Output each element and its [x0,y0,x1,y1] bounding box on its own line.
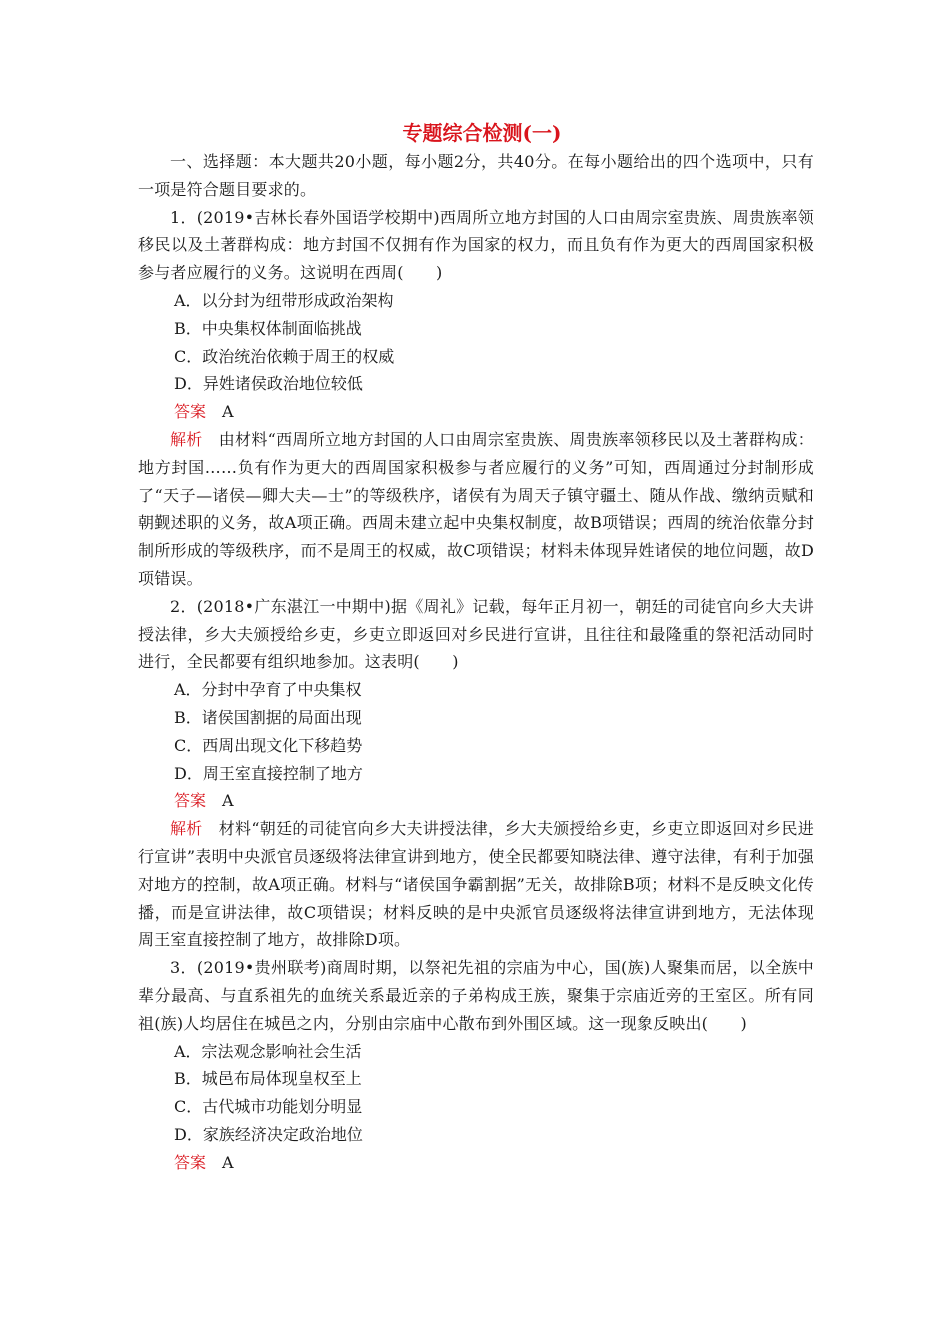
answer-label: 答案 [174,1152,207,1172]
option-d: D．家族经济决定政治地位 [174,1124,363,1144]
analysis-text: 由材料“西周所立地方封国的人口由周宗室贵族、周贵族率领移民以及土著群构成：地方封国……负有作为更大的西周国家积极参与者应履行的义务”可知，西周通过分封制形成了“天子—诸侯—卿大夫—士”的等级秩序，诸侯有为周天子镇守疆土、随从作战、缴纳贡赋和朝觐述职的义务，故A项正确。西周未建立起中央集权制度，故B项错误；西周的统治依靠分封制所形成的等级秩序，而不是周王的权威，故C项错误；材料未体现异姓诸侯的地位问题，故D项错误。 [138,429,814,588]
section-intro: 一、选择题：本大题共20小题，每小题2分，共40分。在每小题给出的四个选项中，只有一项是符合题目要求的。 [138,152,814,199]
document-page [138,118,814,1176]
page-title: 专题综合检测(一) [402,121,562,145]
answer-label: 答案 [174,402,207,422]
question-3 [138,954,814,1176]
question-stem: 1．(2019•吉林长春外国语学校期中)西周所立地方封国的人口由周宗室贵族、周贵族率领移民以及土著群构成：地方封国不仅拥有作为国家的权力，而且负有作为更大的西周国家积极参与者应履行的义务。这说明在西周( ) [138,207,814,283]
option-d: D．周王室直接控制了地方 [174,763,363,783]
option-c: C．西周出现文化下移趋势 [174,735,363,755]
analysis-text: 材料“朝廷的司徒官向乡大夫讲授法律，乡大夫颁授给乡吏，乡吏立即返回对乡民进行宣讲”表明中央派官员逐级将法律宣讲到地方，使全民都要知晓法律、遵守法律，有利于加强对地方的控制，故A项正确。材料与“诸侯国争霸割据”无关，故排除B项；材料不是反映文化传播，而是宣讲法律，故C项错误；材料反映的是中央派官员逐级将法律宣讲到地方，无法体现周王室直接控制了地方，故排除D项。 [138,819,814,950]
answer-line [138,787,814,815]
option-c: C．政治统治依赖于周王的权威 [174,346,395,366]
option-a: A．以分封为纽带形成政治架构 [174,290,394,310]
answer-label: 答案 [174,791,207,811]
analysis-label: 解析 [170,429,203,449]
analysis-label: 解析 [170,819,203,839]
option-c: C．古代城市功能划分明显 [174,1097,363,1117]
answer-value: A [222,791,234,811]
option-b: B．诸侯国割据的局面出现 [174,707,362,727]
question-2 [138,593,814,954]
answer-line [138,398,814,426]
answer-value: A [222,402,234,422]
question-stem: 3．(2019•贵州联考)商周时期，以祭祀先祖的宗庙为中心，国(族)人聚集而居，以全族中辈分最高、与直系祖先的血统关系最近亲的子弟构成王族，聚集于宗庙近旁的王室区。所有同祖(族)人均居住在城邑之内，分别由宗庙中心散布到外围区域。这一现象反映出( ) [138,958,814,1033]
option-b: B．城邑布局体现皇权至上 [174,1069,362,1089]
question-stem: 2．(2018•广东湛江一中期中)据《周礼》记载，每年正月初一，朝廷的司徒官向乡大夫讲授法律，乡大夫颁授给乡吏，乡吏立即返回对乡民进行宣讲，且往往和最隆重的祭祀活动同时进行，全民都要有组织地参加。这表明( ) [138,596,814,672]
option-a: A．分封中孕育了中央集权 [174,680,362,700]
question-1 [138,204,814,593]
option-d: D．异姓诸侯政治地位较低 [174,374,363,394]
answer-line [138,1149,814,1177]
analysis-line [138,815,814,954]
answer-value: A [222,1152,234,1172]
option-b: B．中央集权体制面临挑战 [174,318,362,338]
option-a: A．宗法观念影响社会生活 [174,1041,362,1061]
analysis-line [138,426,814,593]
